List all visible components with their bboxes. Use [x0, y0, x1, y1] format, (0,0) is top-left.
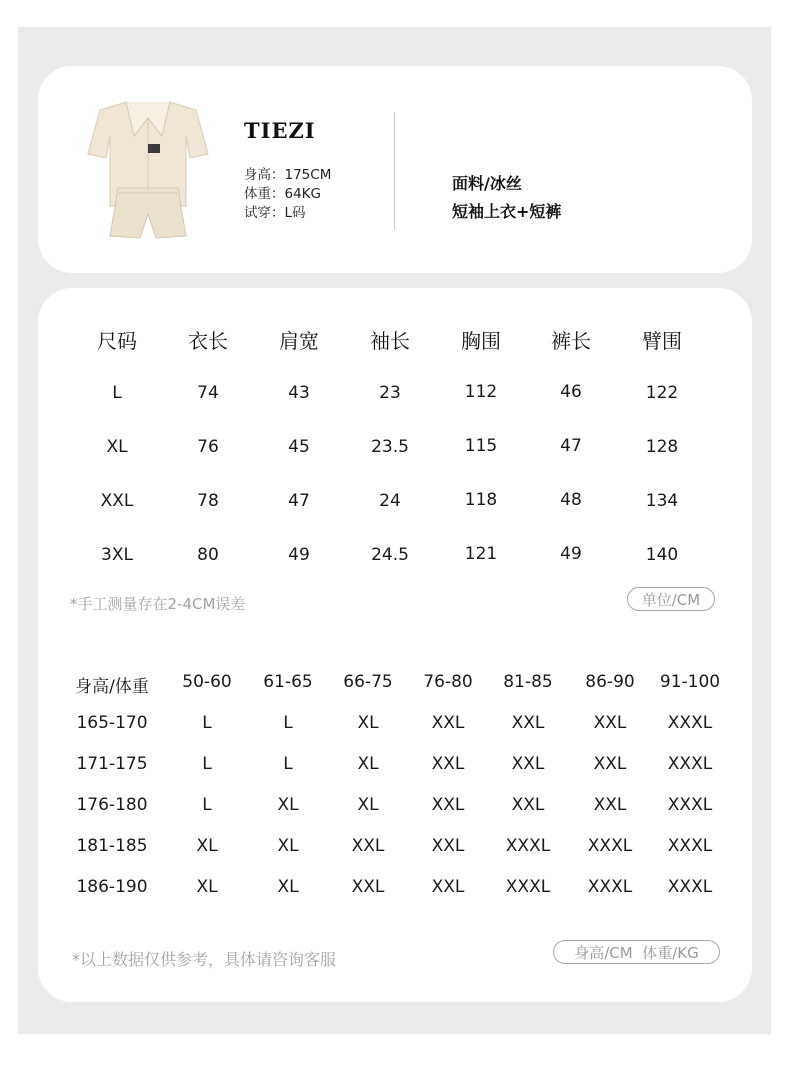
measurement-note: *手工测量存在2-4CM误差	[70, 595, 246, 613]
size-header: 衣长	[188, 329, 228, 353]
recommend-cell: XXL	[351, 877, 385, 897]
recommend-cell: 165-170	[76, 713, 148, 733]
recommend-header: 91-100	[659, 672, 721, 692]
recommend-cell: XXXL	[505, 877, 551, 897]
size-cell: 121	[464, 544, 498, 564]
recommend-cell: XXL	[511, 795, 545, 815]
size-cell: 47	[288, 491, 310, 511]
size-cell: 47	[560, 436, 582, 456]
size-cell: 122	[645, 383, 679, 403]
size-header: 裤长	[551, 329, 591, 353]
recommend-cell: L	[202, 713, 212, 733]
size-cell: 112	[464, 382, 498, 402]
size-cell: 24	[379, 491, 401, 511]
recommend-cell: XXL	[431, 754, 465, 774]
recommend-cell: XL	[277, 877, 299, 897]
size-cell: 49	[560, 544, 582, 564]
size-cell: 118	[464, 490, 498, 510]
size-header: 臂围	[642, 329, 682, 353]
recommend-header: 50-60	[182, 672, 232, 692]
recommend-cell: L	[283, 713, 293, 733]
size-cell: 24.5	[371, 545, 409, 565]
recommend-cell: XXXL	[667, 754, 713, 774]
recommend-cell: L	[283, 754, 293, 774]
recommend-cell: XXL	[431, 877, 465, 897]
recommend-cell: 176-180	[76, 795, 148, 815]
recommend-cell: XXL	[431, 836, 465, 856]
recommend-header: 身高/体重	[75, 677, 149, 697]
size-header: 袖长	[370, 329, 410, 353]
reference-note: *以上数据仅供参考，具体请咨询客服	[72, 950, 337, 969]
size-cell: 80	[197, 545, 219, 565]
recommend-cell: 171-175	[76, 754, 148, 774]
brand-name: TIEZI	[244, 118, 316, 143]
recommend-cell: XXXL	[587, 836, 633, 856]
model-height: 身高：175CM	[244, 167, 332, 183]
recommend-cell: XL	[277, 795, 299, 815]
size-cell: 43	[288, 383, 310, 403]
model-try-size: 试穿：L码	[244, 205, 306, 221]
size-cell: 48	[560, 490, 582, 510]
recommend-header: 86-90	[585, 672, 635, 692]
recommend-cell: XXL	[431, 713, 465, 733]
model-weight: 体重：64KG	[244, 186, 321, 202]
recommend-cell: XXL	[593, 713, 627, 733]
recommend-cell: XXL	[351, 836, 385, 856]
recommend-cell: XXXL	[505, 836, 551, 856]
recommend-header: 76-80	[423, 672, 473, 692]
recommend-cell: XXXL	[667, 836, 713, 856]
size-cell: 45	[288, 437, 310, 457]
size-cell: 23.5	[371, 437, 409, 457]
size-cell: 74	[197, 383, 219, 403]
unit-badge: 身高/CM 体重/KG	[553, 940, 720, 964]
pajama-set-image	[68, 96, 228, 246]
size-header: 肩宽	[279, 329, 319, 353]
recommend-header: 66-75	[343, 672, 393, 692]
size-cell: XXL	[100, 491, 134, 511]
recommend-header: 61-65	[263, 672, 313, 692]
recommend-cell: XL	[196, 877, 218, 897]
recommend-cell: XXXL	[667, 795, 713, 815]
size-cell: 115	[464, 436, 498, 456]
recommend-cell: 186-190	[76, 877, 148, 897]
recommend-cell: XXL	[511, 754, 545, 774]
recommend-cell: XXXL	[667, 713, 713, 733]
recommend-cell: L	[202, 795, 212, 815]
recommend-cell: 181-185	[76, 836, 148, 856]
size-cell: 128	[645, 437, 679, 457]
fabric-label: 面料/冰丝	[452, 174, 522, 193]
recommend-cell: XXXL	[587, 877, 633, 897]
size-cell: 78	[197, 491, 219, 511]
size-cell: 23	[379, 383, 401, 403]
recommend-cell: XL	[277, 836, 299, 856]
recommend-cell: L	[202, 754, 212, 774]
recommend-cell: XL	[357, 795, 379, 815]
size-cell: XL	[106, 437, 128, 457]
size-cell: L	[112, 383, 122, 403]
recommend-cell: XXL	[593, 795, 627, 815]
size-cell: 134	[645, 491, 679, 511]
size-cell: 76	[197, 437, 219, 457]
recommend-cell: XXL	[431, 795, 465, 815]
unit-badge: 单位/CM	[627, 587, 715, 611]
recommend-cell: XL	[196, 836, 218, 856]
recommend-header: 81-85	[503, 672, 553, 692]
size-cell: 49	[288, 545, 310, 565]
recommend-cell: XL	[357, 713, 379, 733]
size-header: 胸围	[461, 329, 501, 353]
recommend-cell: XL	[357, 754, 379, 774]
divider	[394, 112, 395, 230]
recommend-cell: XXL	[593, 754, 627, 774]
recommend-cell: XXL	[511, 713, 545, 733]
size-cell: 46	[560, 382, 582, 402]
recommend-cell: XXXL	[667, 877, 713, 897]
size-cell: 3XL	[101, 545, 133, 565]
size-header: 尺码	[97, 329, 137, 353]
size-cell: 140	[645, 545, 679, 565]
style-label: 短袖上衣+短裤	[452, 202, 562, 221]
